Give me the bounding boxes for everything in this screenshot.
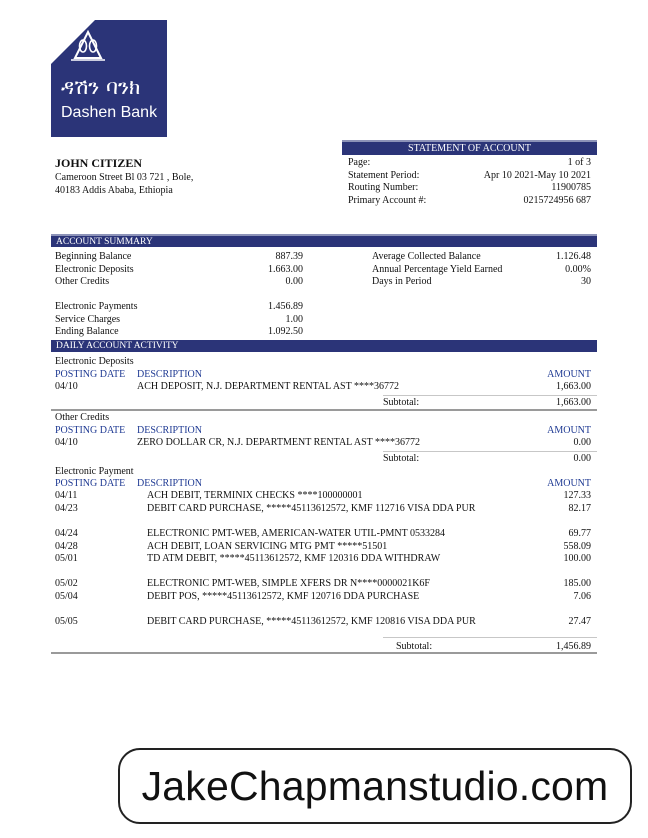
section-title: Electronic Payment bbox=[55, 466, 134, 477]
summary-label: Average Collected Balance bbox=[372, 251, 481, 262]
row-description: DEBIT CARD PURCHASE, *****45113612572, KMF 120816 VISA DDA PUR bbox=[147, 616, 476, 627]
row-amount: 1,663.00 bbox=[556, 381, 591, 392]
col-description: DESCRIPTION bbox=[137, 425, 203, 436]
subtotal-label: Subtotal: bbox=[396, 641, 433, 652]
row-amount: 69.77 bbox=[568, 528, 591, 539]
row-amount: 185.00 bbox=[563, 578, 591, 589]
bank-name-amharic: ዳሽን ባንክ bbox=[61, 75, 141, 99]
row-amount: 82.17 bbox=[568, 503, 591, 514]
customer-name: JOHN CITIZEN bbox=[55, 156, 143, 170]
section-title: Other Credits bbox=[55, 412, 110, 423]
row-date: 04/24 bbox=[55, 528, 78, 539]
subtotal-value: 1,663.00 bbox=[556, 397, 591, 408]
row-description: ACH DEPOSIT, N.J. DEPARTMENT RENTAL AST ****36772 bbox=[137, 381, 400, 392]
statement-label: Statement Period: bbox=[348, 170, 420, 181]
bank-logo bbox=[51, 20, 167, 137]
section-title: Electronic Deposits bbox=[55, 356, 134, 367]
row-date: 05/04 bbox=[55, 591, 78, 602]
row-date: 04/23 bbox=[55, 503, 78, 514]
subtotal-divider bbox=[383, 451, 597, 452]
row-description: ACH DEBIT, LOAN SERVICING MTG PMT *****51501 bbox=[147, 541, 388, 552]
col-description: DESCRIPTION bbox=[137, 478, 203, 489]
section-divider bbox=[51, 409, 597, 411]
statement-label: Page: bbox=[348, 157, 371, 168]
col-posting-date: POSTING DATE bbox=[55, 425, 126, 436]
row-description: ELECTRONIC PMT-WEB, AMERICAN-WATER UTIL-PMNT 0533284 bbox=[147, 528, 446, 539]
row-amount: 127.33 bbox=[563, 490, 591, 501]
row-date: 05/02 bbox=[55, 578, 78, 589]
col-amount: AMOUNT bbox=[547, 369, 591, 380]
summary-label: Annual Percentage Yield Earned bbox=[372, 264, 503, 275]
summary-value: 0.00 bbox=[285, 276, 303, 287]
summary-label: Days in Period bbox=[372, 276, 432, 287]
summary-value: 1.092.50 bbox=[268, 326, 303, 337]
daily-activity-header: DAILY ACCOUNT ACTIVITY bbox=[51, 340, 597, 352]
row-amount: 27.47 bbox=[568, 616, 591, 627]
summary-value: 1.456.89 bbox=[268, 301, 303, 312]
subtotal-value: 0.00 bbox=[573, 453, 591, 464]
statement-label: Routing Number: bbox=[348, 182, 419, 193]
customer-address-line1: Cameroon Street Bl 03 721 , Bole, bbox=[55, 172, 194, 183]
summary-value: 30 bbox=[581, 276, 591, 287]
watermark-banner: JakeChapmanstudio.com bbox=[118, 748, 632, 824]
customer-address-line2: 40183 Addis Ababa, Ethiopia bbox=[55, 185, 173, 196]
summary-value: 1.663.00 bbox=[268, 264, 303, 275]
statement-header: STATEMENT OF ACCOUNT bbox=[342, 140, 597, 155]
summary-value: 887.39 bbox=[275, 251, 303, 262]
col-amount: AMOUNT bbox=[547, 478, 591, 489]
col-posting-date: POSTING DATE bbox=[55, 369, 126, 380]
row-date: 04/28 bbox=[55, 541, 78, 552]
summary-label: Electronic Deposits bbox=[55, 264, 134, 275]
subtotal-label: Subtotal: bbox=[383, 397, 420, 408]
subtotal-label: Subtotal: bbox=[383, 453, 420, 464]
subtotal-divider bbox=[383, 637, 597, 638]
statement-value: 0215724956 687 bbox=[523, 195, 591, 206]
row-amount: 100.00 bbox=[563, 553, 591, 564]
statement-value: Apr 10 2021-May 10 2021 bbox=[483, 170, 591, 181]
bank-name: Dashen Bank bbox=[61, 104, 158, 121]
statement-value: 11900785 bbox=[551, 182, 591, 193]
row-amount: 7.06 bbox=[573, 591, 591, 602]
section-divider bbox=[51, 652, 597, 654]
col-description: DESCRIPTION bbox=[137, 369, 203, 380]
col-posting-date: POSTING DATE bbox=[55, 478, 126, 489]
row-amount: 0.00 bbox=[573, 437, 591, 448]
row-date: 05/05 bbox=[55, 616, 78, 627]
row-description: TD ATM DEBIT, *****45113612572, KMF 120316 DDA WITHDRAW bbox=[147, 553, 441, 564]
summary-label: Ending Balance bbox=[55, 326, 119, 337]
statement-label: Primary Account #: bbox=[348, 195, 427, 206]
summary-value: 0.00% bbox=[565, 264, 591, 275]
statement-value: 1 of 3 bbox=[567, 157, 591, 168]
summary-label: Other Credits bbox=[55, 276, 110, 287]
summary-label: Service Charges bbox=[55, 314, 121, 325]
row-date: 04/10 bbox=[55, 437, 78, 448]
col-amount: AMOUNT bbox=[547, 425, 591, 436]
summary-label: Beginning Balance bbox=[55, 251, 132, 262]
row-amount: 558.09 bbox=[563, 541, 591, 552]
row-description: ZERO DOLLAR CR, N.J. DEPARTMENT RENTAL AST ****36772 bbox=[137, 437, 421, 448]
account-summary-header: ACCOUNT SUMMARY bbox=[51, 234, 597, 247]
row-date: 05/01 bbox=[55, 553, 78, 564]
row-date: 04/11 bbox=[55, 490, 78, 501]
summary-value: 1.00 bbox=[285, 314, 303, 325]
row-description: DEBIT CARD PURCHASE, *****45113612572, KMF 112716 VISA DDA PUR bbox=[147, 503, 476, 514]
row-date: 04/10 bbox=[55, 381, 78, 392]
subtotal-divider bbox=[383, 395, 597, 396]
summary-label: Electronic Payments bbox=[55, 301, 138, 312]
row-description: ELECTRONIC PMT-WEB, SIMPLE XFERS DR N****0000021K6F bbox=[147, 578, 430, 589]
row-description: DEBIT POS, *****45113612572, KMF 120716 DDA PURCHASE bbox=[147, 591, 420, 602]
row-description: ACH DEBIT, TERMINIX CHECKS ****100000001 bbox=[147, 490, 363, 501]
subtotal-value: 1,456.89 bbox=[556, 641, 591, 652]
summary-value: 1.126.48 bbox=[556, 251, 591, 262]
